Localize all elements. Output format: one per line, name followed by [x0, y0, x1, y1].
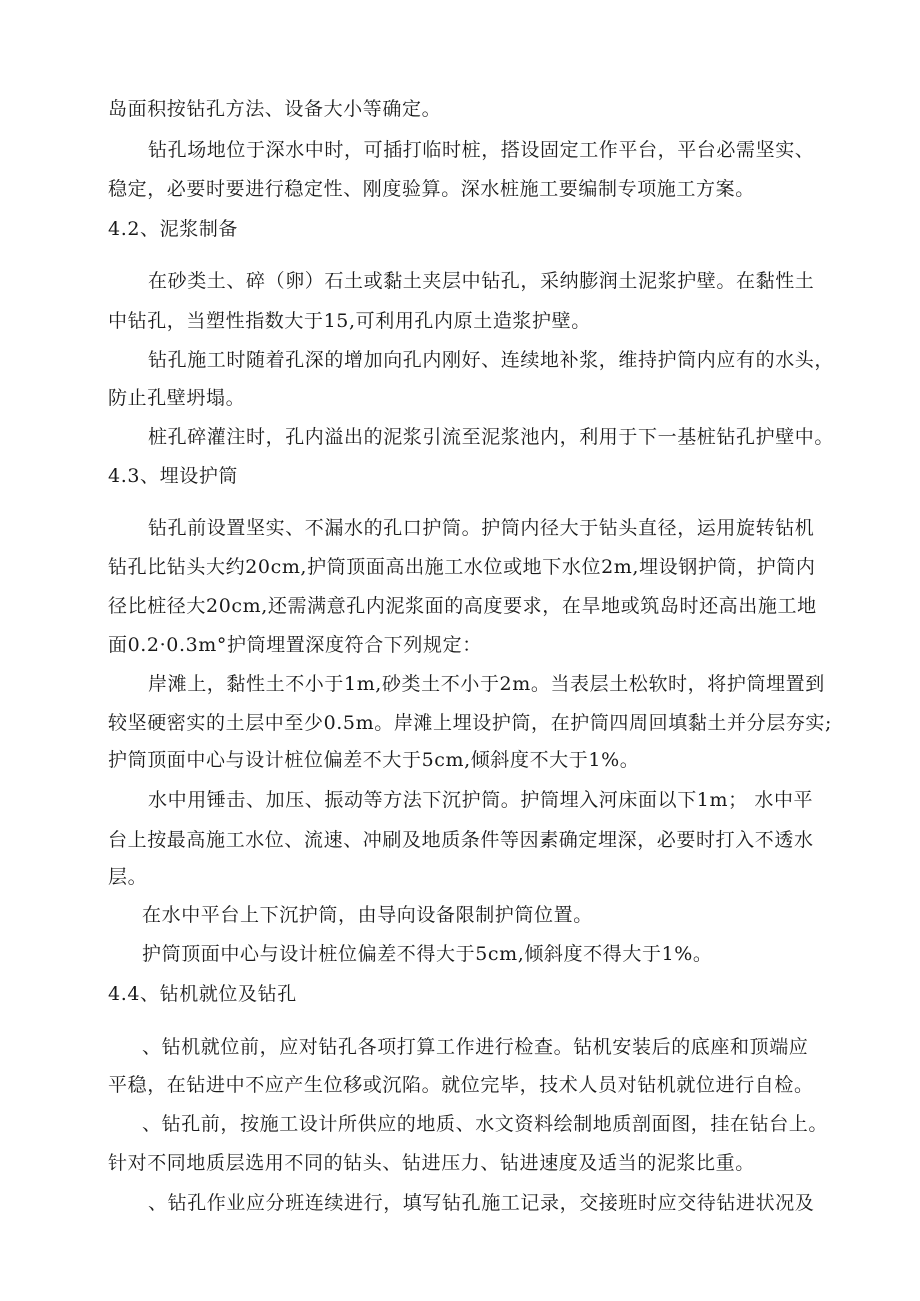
paragraph-line: 在砂类土、碎（卵）石土或黏土夹层中钻孔，采纳膨润土泥浆护壁。在黏性土	[148, 270, 815, 292]
paragraph-line: 中钻孔，当塑性指数大于15,可利用孔内原土造浆护壁。	[108, 310, 591, 332]
paragraph-line: 平稳，在钻进中不应产生位移或沉陷。就位完毕，技术人员对钻机就位进行自检。	[108, 1074, 814, 1096]
paragraph-line: 水中用锤击、加压、振动等方法下沉护筒。护筒埋入河床面以下1m； 水中平	[148, 789, 814, 811]
paragraph-line: 面0.2·0.3m°护筒埋置深度符合下列规定：	[108, 634, 482, 656]
paragraph-line: 、钻孔作业应分班连续进行，填写钻孔施工记录，交接班时应交待钻进状况及	[148, 1192, 815, 1214]
paragraph-line: 钻孔比钻头大约20cm,护筒顶面高出施工水位或地下水位2m,埋设钢护筒，护筒内	[108, 556, 816, 578]
paragraph-line: 、钻孔前，按施工设计所供应的地质、水文资料绘制地质剖面图，挂在钻台上。	[142, 1113, 829, 1135]
section-heading-4-2: 4.2、泥浆制备	[108, 218, 239, 240]
paragraph-line: 钻孔施工时随着孔深的增加向孔内刚好、连续地补浆，维持护筒内应有的水头，	[148, 349, 835, 371]
paragraph-line: 台上按最高施工水位、流速、冲刷及地质条件等因素确定埋深，必要时打入不透水	[108, 829, 814, 851]
paragraph-line: 钻孔前设置坚实、不漏水的孔口护筒。护筒内径大于钻头直径，运用旋转钻机	[148, 517, 815, 539]
paragraph-line: 针对不同地质层选用不同的钻头、钻进压力、钻进速度及适当的泥浆比重。	[108, 1152, 755, 1174]
paragraph-line: 、钻机就位前，应对钻孔各项打算工作进行检查。钻机安装后的底座和顶端应	[142, 1036, 809, 1058]
paragraph-line: 防止孔壁坍塌。	[108, 387, 246, 409]
paragraph-line: 径比桩径大20cm,还需满意孔内泥浆面的高度要求，在旱地或筑岛时还高出施工地	[108, 595, 817, 617]
section-heading-4-3: 4.3、埋设护筒	[108, 465, 239, 487]
paragraph-line: 较坚硬密实的土层中至少0.5m。岸滩上埋设护筒，在护筒四周回填黏土并分层夯实;	[108, 712, 833, 734]
paragraph-line: 桩孔碎灌注时，孔内溢出的泥浆引流至泥浆池内，利用于下一基桩钻孔护壁中。	[148, 426, 835, 448]
paragraph-line: 岛面积按钻孔方法、设备大小等确定。	[108, 98, 442, 120]
paragraph-line: 层。	[108, 866, 148, 888]
paragraph-line: 稳定，必要时要进行稳定性、刚度验算。深水桩施工要编制专项施工方案。	[108, 178, 755, 200]
paragraph-line: 护筒顶面中心与设计桩位偏差不大于5cm,倾斜度不大于1%。	[108, 749, 640, 771]
paragraph-line: 钻孔场地位于深水中时，可插打临时桩，搭设固定工作平台，平台必需坚实、	[148, 139, 815, 161]
paragraph-line: 岸滩上，黏性土不小于1m,砂类土不小于2m。当表层土松软时，将护筒埋置到	[148, 673, 825, 695]
section-heading-4-4: 4.4、钻机就位及钻孔	[108, 983, 297, 1005]
paragraph-line: 在水中平台上下沉护筒，由导向设备限制护筒位置。	[142, 904, 593, 926]
paragraph-line: 护筒顶面中心与设计桩位偏差不得大于5cm,倾斜度不得大于1%。	[142, 943, 713, 965]
